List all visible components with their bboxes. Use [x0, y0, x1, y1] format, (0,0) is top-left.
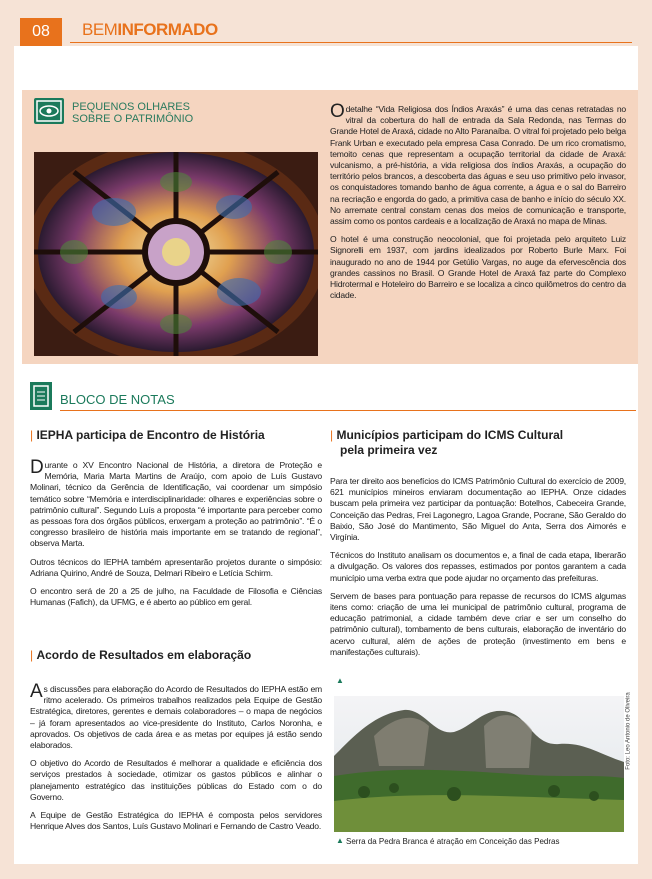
photo-marker-icon: ▲	[336, 676, 344, 685]
stained-glass-photo	[34, 152, 318, 356]
feature-section-title: PEQUENOS OLHARES SOBRE O PATRIMÔNIO	[72, 101, 194, 125]
page-number: 08	[20, 18, 62, 46]
mountain-photo	[334, 696, 624, 832]
notebook-icon	[30, 382, 52, 410]
magazine-title: BEMINFORMADO	[82, 20, 218, 39]
feature-text: O detalhe “Vida Religiosa dos Índios Araxás” é uma das cenas retratadas no vitral da cobertura do hall de entrada da Sala Redonda, nas Termas do Grande Hotel de Araxá, cidade no Alto Paranaíba. O vitral foi projetado pelo belga Frank Urban e executado pela empresa Casa Conrado. De um rico cromatismo, temoito cenas que representam a ocupação territorial da cidade de Araxá: vulcanismo, a pré-história, a vida religiosa dos índios Araxás, a ocupação do território pelos brancos, a descoberta das águas e seu uso primitivo pelo invasor, os conquistadores tomando banho de água corrente, a água e o sal do Barreiro na recriação e engorda do gado, a primitiva casa de banho e início do século XX. No arremate central constam cenas dos meios de comunicação e transporte, assim como os pontos cardeais e a localização de Araxá no mapa de Minas. O hotel é uma construção neocolonial, que foi projetada pelo arquiteto Luiz Signorelli em 1937, com jardins idealizados por Roberto Burle Marx. Foi inaugurado no ano de 1944 por Getúlio Vargas, no auge da efervescência dos grandes cassinos no Brasil. O Grande Hotel de Araxá faz parte do Complexo Hidrotermal e Hoteleiro do Barreiro e se localiza a cinco quilômetros do centro da cidade.	[330, 101, 626, 301]
photo-credit: Foto: Leo Antonio de Oliveira	[625, 692, 632, 770]
header-rule	[70, 42, 632, 43]
notes-rule	[60, 410, 636, 411]
notes-section-title: BLOCO DE NOTAS	[60, 392, 175, 407]
caption-marker-icon: ▲	[336, 836, 344, 845]
article1-body: Durante o XV Encontro Nacional de História, a diretora de Proteção e Memória, Maria Marta Martins de Araújo, com apoio de Luís Gustavo Molinari, técnico da Gerência de Identificação, vai coordenar um simpósio temático sobre “Memória e interdisciplinaridade: olhares e experiências sobre o patrimônio cultural”. Segundo Luís a proposta “é importante para perceber como as pessoas fora dos órgãos públicos, enxergam a proteção ao patrimônio”. “É o congresso brasileiro de história mais importante em se tratando de regional”, observa Marta. Outros técnicos do IEPHA também apresentarão projetos durante o simpósio: Adriana Quirino, André de Souza, Delmari Ribeiro e Letícia Schirm. O encontro será de 20 a 25 de julho, na Faculdade de Filosofia e Ciências Humanas (Fafich), da UFMG, e é aberto ao público em geral.	[30, 457, 322, 608]
feature-dropcap: O	[330, 101, 345, 122]
article3-body: Para ter direito aos benefícios do ICMS Patrimônio Cultural do exercício de 2009, 621 municípios mineiros enviaram documentação ao IEPHA. Onze cidades buscam pela primeira vez participar da pontuação: Botelhos, Cabeceira Grande, Conceição das Pedras, Frei Lagonegro, Lagoa Grande, Pocrane, São Geraldo do Baixio, São José do Mantimento, São Miguel do Anta, Serra dos Aimorés e Virgínia. Técnicos do Instituto analisam os documentos e, a final de cada etapa, liberarão a divulgação. Os valores dos repasses, estimados por pontos garantem a cada município uma verba extra que pode ajudar no orçamento das prefeituras. Servem de bases para pontuação para repasse de recursos do ICMS algumas itens como: criação de uma lei municipal de patrimônio cultural, programa de educação patrimonial, a cidade também deve criar e ser um conselho do patrimônio cultural), tombamento de bens culturais, elaboração de inventário do acervo cultural, além de ações de proteção (investimento em bens e manifestações culturais).	[330, 476, 627, 657]
article1-headline: | IEPHA participa de Encontro de História	[30, 428, 265, 442]
article2-body: As discussões para elaboração do Acordo de Resultados do IEPHA estão em ritmo acelerado. Os primeiros trabalhos realizados pela Equipe de Gestão Estratégica, diretores, gerentes e demais colaboradores – o mapa de negócios – já foram apresentados ao vice-presidente do Instituto, Carlos Noronha, e aprovados. Os objetivos de cada área e as metas por equipes já estão sendo elaborados. O objetivo do Acordo de Resultados é melhorar a qualidade e eficiência dos serviços prestados à sociedade, otimizar os gastos públicos e alinhar o planejamento estratégico das instituições públicas do Estado com o do Governo. A Equipe de Gestão Estratégica do IEPHA é composta pelos servidores Henrique Alves dos Santos, Luís Gustavo Molinari e Fernando de Castro Veado.	[30, 681, 322, 832]
eye-icon	[34, 98, 64, 124]
article2-headline: | Acordo de Resultados em elaboração	[30, 648, 252, 662]
photo-caption: Serra da Pedra Branca é atração em Conceição das Pedras	[346, 837, 560, 846]
article3-headline: | Municípios participam do ICMS Cultural pela primeira vez	[330, 428, 564, 457]
